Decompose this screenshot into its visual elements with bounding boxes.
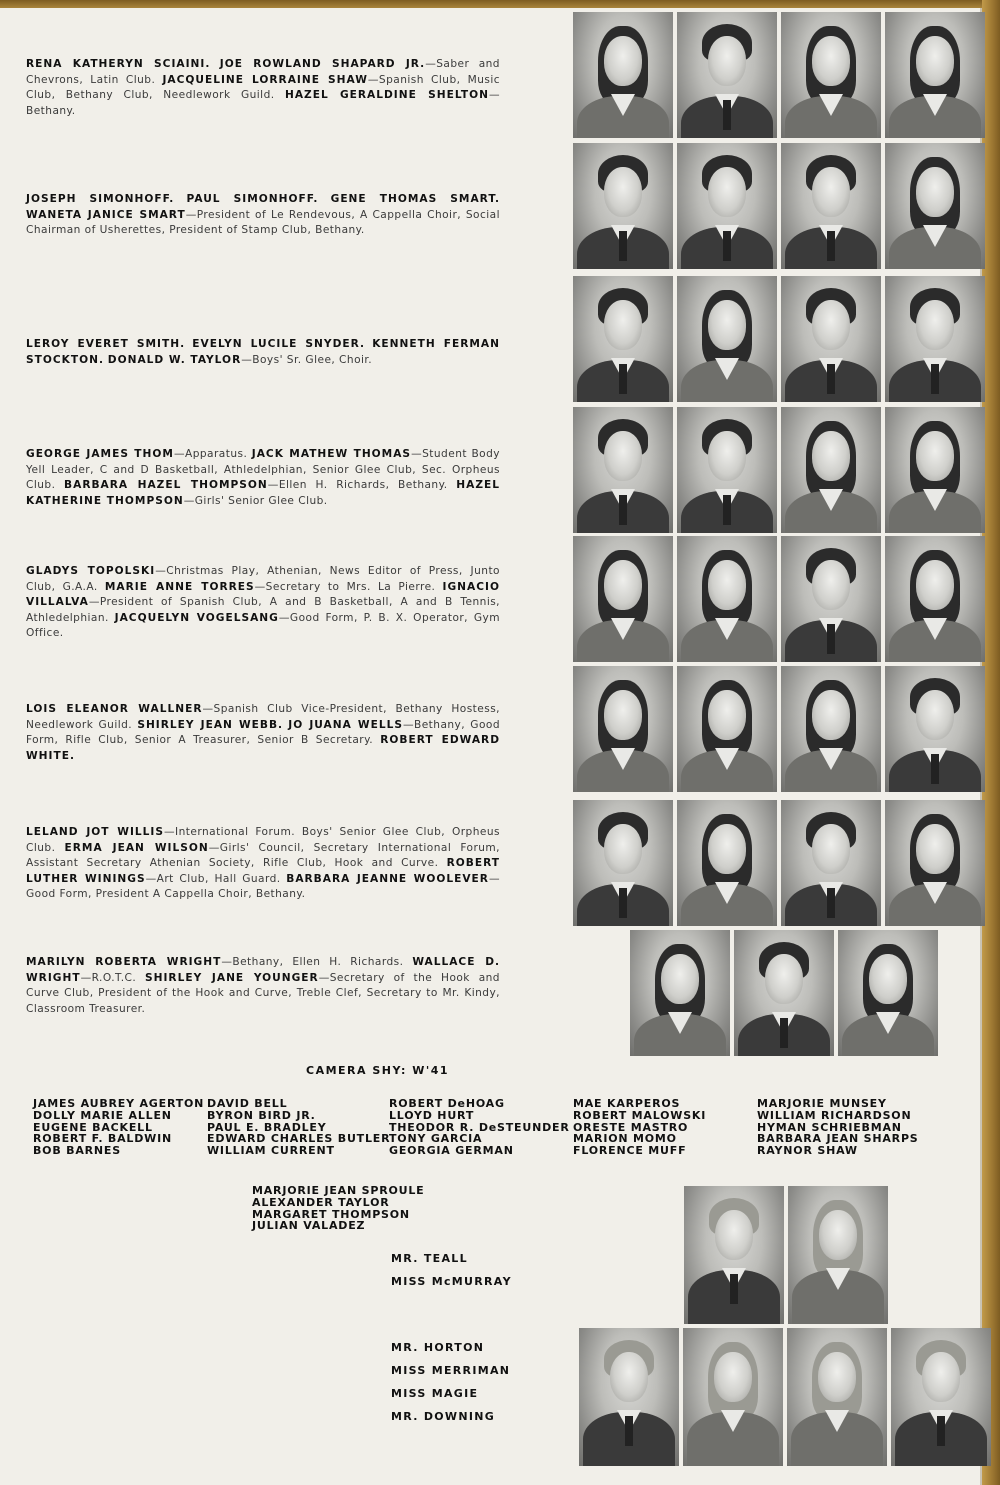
student-name: JACQUELYN VOGELSANG xyxy=(114,611,279,624)
student-portrait-photo xyxy=(781,800,881,926)
student-activities: —Secretary to Mrs. La Pierre. xyxy=(254,580,443,593)
bio-block-8 xyxy=(26,955,500,1017)
student-portrait-photo xyxy=(781,143,881,269)
student-name: HAZEL KATHERINE THOMPSON xyxy=(26,479,500,507)
bio-block-1 xyxy=(26,57,500,119)
camera-shy-name: JULIAN VALADEZ xyxy=(252,1219,366,1233)
student-activities: —Spanish Club, Music Club, Bethany Club, Needlework Guild. xyxy=(26,73,500,102)
camera-shy-name: WILLIAM CURRENT xyxy=(207,1144,335,1158)
camera-shy-name: GEORGIA GERMAN xyxy=(389,1144,514,1158)
teacher-photo-row-1 xyxy=(684,1186,892,1324)
photo-row-5 xyxy=(573,536,989,662)
student-name: MARIE ANNE TORRES xyxy=(104,580,255,593)
student-activities xyxy=(318,193,330,205)
student-activities: —Girls' Senior Glee Club. xyxy=(183,494,328,507)
student-portrait-photo xyxy=(885,276,985,402)
photo-row-2 xyxy=(573,143,989,269)
teacher-name: MISS MAGIE xyxy=(391,1387,479,1400)
student-portrait-photo xyxy=(838,930,938,1056)
camera-shy-name: EDWARD CHARLES BUTLER xyxy=(207,1132,391,1146)
student-portrait-photo xyxy=(781,407,881,533)
camera-shy-name: PAUL E. BRADLEY xyxy=(207,1120,327,1134)
student-portrait-photo xyxy=(677,12,777,138)
student-portrait-photo xyxy=(573,143,673,269)
camera-shy-column-6 xyxy=(252,1185,425,1232)
student-name: HAZEL GERALDINE SHELTON xyxy=(284,89,489,102)
teacher-portrait-photo xyxy=(683,1328,783,1466)
student-activities: —Secretary of the Hook and Curve Club, President of the Hook and Curve, Treble Clef, Secretary to Mr. Kindy, Classroom Treasurer. xyxy=(26,971,500,1015)
camera-shy-name: BOB BARNES xyxy=(33,1144,121,1158)
student-name: ERMA JEAN WILSON xyxy=(64,841,209,854)
student-portrait-photo xyxy=(885,536,985,662)
student-activities: —Art Club, Hall Guard. xyxy=(145,872,287,885)
camera-shy-column-2 xyxy=(207,1098,390,1157)
bio-block-2 xyxy=(26,192,500,239)
student-name: JOSEPH SIMONHOFF. xyxy=(26,193,175,205)
student-activities xyxy=(210,58,219,70)
teacher-portrait-photo xyxy=(788,1186,888,1324)
student-name: GEORGE JAMES THOM xyxy=(26,448,174,460)
student-activities: —Bethany, Ellen H. Richards. xyxy=(221,956,413,968)
student-name: LEROY EVERET SMITH. xyxy=(26,338,186,350)
student-activities: —Bethany, Good Form, Rifle Club, Senior A Treasurer, Senior B Secretary. xyxy=(26,718,501,747)
student-name: JACK MATHEW THOMAS xyxy=(251,448,412,460)
photo-row-6 xyxy=(573,666,989,792)
student-portrait-photo xyxy=(885,12,985,138)
camera-shy-name: ALEXANDER TAYLOR xyxy=(252,1195,390,1209)
student-name: LOIS ELEANOR WALLNER xyxy=(26,703,203,715)
student-name: BARBARA JEANNE WOOLEVER xyxy=(286,872,489,885)
student-activities: —Bethany. xyxy=(26,89,500,117)
student-name: KENNETH FERMAN STOCKTON. xyxy=(26,338,500,366)
student-portrait-photo xyxy=(781,536,881,662)
student-name: BARBARA HAZEL THOMPSON xyxy=(64,479,268,492)
camera-shy-column-5 xyxy=(757,1098,919,1157)
camera-shy-column-4 xyxy=(573,1098,706,1157)
camera-shy-column-1 xyxy=(33,1098,204,1157)
camera-shy-name: EUGENE BACKELL xyxy=(33,1120,153,1134)
student-name: PAUL SIMONHOFF. xyxy=(186,193,319,205)
student-portrait-photo xyxy=(781,12,881,138)
teacher-name: MR. TEALL xyxy=(391,1252,468,1265)
camera-shy-name: MARJORIE JEAN SPROULE xyxy=(252,1184,425,1197)
teacher-name: MR. DOWNING xyxy=(391,1410,496,1423)
student-activities: —Saber and Chevrons, Latin Club. xyxy=(26,58,500,86)
camera-shy-name: BYRON BIRD JR. xyxy=(207,1108,316,1122)
camera-shy-name: TONY GARCIA xyxy=(389,1132,483,1146)
student-name: SHIRLEY JANE YOUNGER xyxy=(145,971,319,984)
student-name: RENA KATHERYN SCIAINI. xyxy=(26,58,211,70)
teacher-portrait-photo xyxy=(579,1328,679,1466)
student-portrait-photo xyxy=(573,536,673,662)
camera-shy-name: BARBARA JEAN SHARPS xyxy=(757,1132,919,1146)
camera-shy-name: ROBERT DeHOAG xyxy=(389,1097,505,1110)
camera-shy-title: CAMERA SHY: W'41 xyxy=(306,1064,450,1077)
student-activities: —Christmas Play, Athenian, News Editor of Press, Junto Club, G.A.A. xyxy=(26,565,500,593)
student-activities: —Good Form, President A Cappella Choir, Bethany. xyxy=(26,872,501,901)
student-portrait-photo xyxy=(573,800,673,926)
camera-shy-name: ROBERT MALOWSKI xyxy=(573,1108,707,1122)
student-portrait-photo xyxy=(734,930,834,1056)
student-portrait-photo xyxy=(573,407,673,533)
student-activities: —Student Body Yell Leader, C and D Basketball, Athledelphian, Senior Glee Club, Sec. Orpheus Club. xyxy=(26,448,500,492)
bio-block-3 xyxy=(26,337,500,368)
bio-block-4 xyxy=(26,447,500,509)
student-portrait-photo xyxy=(781,666,881,792)
camera-shy-name: MARION MOMO xyxy=(573,1132,677,1146)
student-activities: —Girls' Council, Secretary International Forum, Assistant Secretary Athenian Society, Rifle Club, Hook and Curve. xyxy=(26,841,500,870)
student-portrait-photo xyxy=(885,666,985,792)
student-portrait-photo xyxy=(677,407,777,533)
student-name: JO JUANA WELLS xyxy=(288,718,403,731)
photo-row-3 xyxy=(573,276,989,402)
student-activities: —International Forum. Boys' Senior Glee Club, Orpheus Club. xyxy=(26,826,500,854)
student-activities: —Ellen H. Richards, Bethany. xyxy=(267,479,457,492)
student-portrait-photo xyxy=(573,12,673,138)
student-activities: —President of Spanish Club, A and B Basketball, A and B Tennis, Athledelphian. xyxy=(26,596,500,624)
student-name: GLADYS TOPOLSKI xyxy=(26,565,156,577)
student-activities xyxy=(174,193,186,205)
student-name: GENE THOMAS SMART. xyxy=(330,193,500,205)
student-name: EVELYN LUCILE SNYDER. xyxy=(192,338,365,350)
photo-row-1 xyxy=(573,12,989,138)
student-name: WALLACE D. WRIGHT xyxy=(26,956,501,984)
camera-shy-name: MARJORIE MUNSEY xyxy=(757,1097,887,1110)
teacher-portrait-photo xyxy=(891,1328,991,1466)
student-name: ROBERT LUTHER WININGS xyxy=(26,857,500,885)
student-portrait-photo xyxy=(885,143,985,269)
student-portrait-photo xyxy=(573,666,673,792)
camera-shy-name: WILLIAM RICHARDSON xyxy=(757,1108,912,1122)
student-portrait-photo xyxy=(677,276,777,402)
teacher-name: MISS McMURRAY xyxy=(391,1275,512,1288)
teacher-portrait-photo xyxy=(684,1186,784,1324)
camera-shy-name: LLOYD HURT xyxy=(389,1108,475,1122)
camera-shy-name: DOLLY MARIE ALLEN xyxy=(33,1108,172,1122)
teacher-portrait-photo xyxy=(787,1328,887,1466)
student-activities: —Boys' Sr. Glee, Choir. xyxy=(241,353,373,366)
page-top-edge xyxy=(0,0,1000,8)
student-name: JACQUELINE LORRAINE SHAW xyxy=(162,73,368,86)
student-activities: —Apparatus. xyxy=(173,448,252,460)
photo-row-4 xyxy=(573,407,989,533)
student-portrait-photo xyxy=(677,536,777,662)
student-portrait-photo xyxy=(573,276,673,402)
camera-shy-name: MAE KARPEROS xyxy=(573,1097,681,1110)
student-portrait-photo xyxy=(885,800,985,926)
student-portrait-photo xyxy=(630,930,730,1056)
student-portrait-photo xyxy=(885,407,985,533)
student-name: MARILYN ROBERTA WRIGHT xyxy=(26,956,222,968)
student-name: LELAND JOT WILLIS xyxy=(26,826,164,838)
camera-shy-name: JAMES AUBREY AGERTON xyxy=(33,1097,205,1110)
photo-row-7 xyxy=(573,800,989,926)
camera-shy-name: MARGARET THOMPSON xyxy=(252,1207,410,1221)
student-activities: —President of Le Rendevous, A Cappella Choir, Social Chairman of Usherettes, President of Stamp Club, Bethany. xyxy=(26,208,500,237)
teacher-name: MISS MERRIMAN xyxy=(391,1364,511,1377)
student-portrait-photo xyxy=(677,143,777,269)
student-name: WANETA JANICE SMART xyxy=(26,208,186,221)
student-portrait-photo xyxy=(677,666,777,792)
bio-block-5 xyxy=(26,564,500,642)
student-activities: —R.O.T.C. xyxy=(80,971,145,984)
student-portrait-photo xyxy=(781,276,881,402)
bio-block-6 xyxy=(26,702,500,764)
camera-shy-name: ROBERT F. BALDWIN xyxy=(33,1132,173,1146)
camera-shy-name: ORESTE MASTRO xyxy=(573,1120,689,1134)
student-name: DONALD W. TAYLOR xyxy=(107,353,242,366)
camera-shy-column-3 xyxy=(389,1098,570,1157)
camera-shy-name: FLORENCE MUFF xyxy=(573,1144,687,1158)
student-name: JOE ROWLAND SHAPARD JR. xyxy=(219,58,426,70)
student-activities: —Spanish Club Vice-President, Bethany Hostess, Needlework Guild. xyxy=(26,703,500,731)
camera-shy-name: DAVID BELL xyxy=(207,1097,288,1110)
student-name: IGNACIO VILLALVA xyxy=(26,580,500,609)
camera-shy-name: THEODOR R. DeSTEUNDER xyxy=(389,1120,570,1134)
camera-shy-name: HYMAN SCHRIEBMAN xyxy=(757,1120,902,1134)
teacher-photo-row-2 xyxy=(579,1328,995,1466)
student-activities: —Good Form, P. B. X. Operator, Gym Office. xyxy=(26,611,500,640)
camera-shy-name: RAYNOR SHAW xyxy=(757,1144,858,1158)
bio-block-7 xyxy=(26,825,500,903)
student-name: ROBERT EDWARD WHITE. xyxy=(26,734,500,762)
student-portrait-photo xyxy=(677,800,777,926)
student-name: SHIRLEY JEAN WEBB. xyxy=(137,718,284,731)
photo-row-8 xyxy=(630,930,942,1056)
teacher-name: MR. HORTON xyxy=(391,1341,485,1354)
